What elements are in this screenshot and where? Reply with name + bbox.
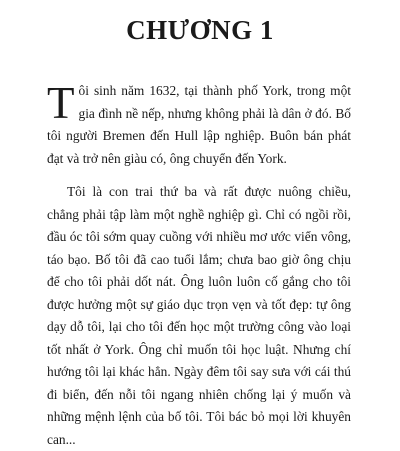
drop-cap-letter: T <box>47 78 75 128</box>
paragraph-1-text: ôi sinh năm 1632, tại thành phố York, trong một gia đình nề nếp, nhưng không phải là dân ở đó. Bố tôi người Bremen đến Hull lập nghiệp. Buôn bán phát đạt và trở nên giàu có, ông chuyển đến York. <box>47 83 351 166</box>
chapter-title: CHƯƠNG 1 <box>126 15 274 45</box>
paragraph-2 <box>47 181 351 451</box>
chapter-body <box>47 80 351 451</box>
paragraph-2-text: Tôi là con trai thứ ba và rất được nuông chiều, chẳng phải tập làm một nghề nghiệp gì. Chỉ có ngồi rồi, đầu óc tôi sớm quay cuồng với nhiều mơ ước viển vông, táo bạo. Bố tôi đã cao tuổi lắm; chưa bao giờ ông chịu để cho tôi phải dốt nát. Ông luôn luôn cố gắng cho tôi được hưởng một sự giáo dục trọn vẹn và tốt đẹp: tự ông dạy dỗ tôi, lại cho tôi đến học một trường công vào loại tốt nhất ở York. Ông chỉ muốn tôi học luật. Nhưng chí hướng tôi lại khác hẳn. Ngày đêm tôi say sưa với cái thú đi biển, đến nỗi tôi ngang nhiên chống lại ý muốn và những mệnh lệnh của bố tôi. Tôi bác bỏ mọi lời khuyên can... <box>47 184 351 447</box>
paragraph-1 <box>47 80 351 170</box>
